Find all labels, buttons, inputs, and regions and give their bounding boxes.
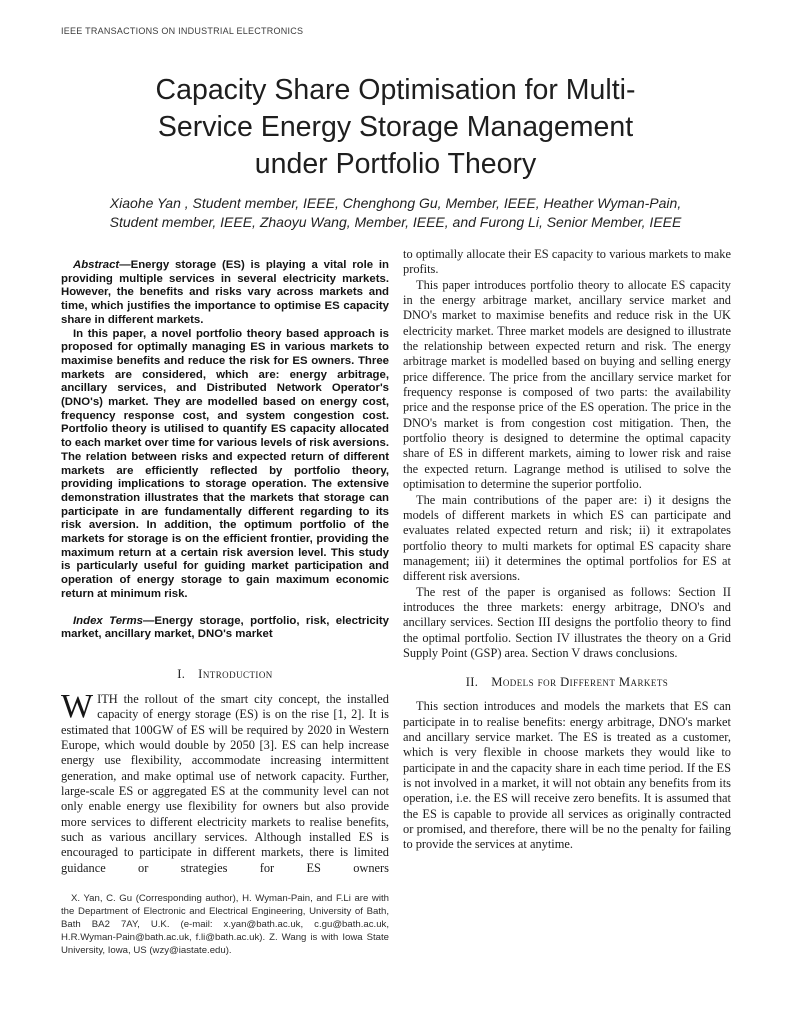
- title-line-2: Service Energy Storage Management: [157, 111, 634, 143]
- abstract-text-1: —Energy storage (ES) is playing a vital role in providing multiple services in several electricity markets. However, the benefits and risks vary across markets and time, which justifies the importance to optimise ES capacity share in different markets.: [61, 259, 389, 326]
- right-column: [403, 247, 731, 957]
- paper-structure-paragraph: The rest of the paper is organised as follows: Section II introduces the three markets: energy arbitrage, DNO's and ancillary services. Section III designs the portfolio theory to find the optimal portfolio. Section IV illustrates the theory on a Grid Supply Point (GSP) area. Section V draws conclusions.: [403, 584, 731, 660]
- running-header: IEEE TRANSACTIONS ON INDUSTRIAL ELECTRONICS: [61, 26, 304, 36]
- section-title-2: Models for Different Markets: [491, 675, 669, 690]
- title-line-3: under Portfolio Theory: [254, 148, 537, 180]
- section-number-1: I.: [177, 666, 186, 681]
- section-heading-models: [403, 675, 731, 690]
- left-column: [61, 247, 389, 957]
- abstract-paragraph-1: [61, 259, 389, 328]
- contributions-paragraph: The main contributions of the paper are: i) it designs the models of different markets in which ES can participate and evaluates related expected return and risk; ii) it extrapolates portfolio theory to multi markets for optimal ES capacity share management; iii) it determines the optimal portfolios for ES at different risk aversions.: [403, 492, 731, 584]
- continuation-paragraph: to optimally allocate their ES capacity to various markets to make profits.: [403, 247, 731, 277]
- index-terms: [61, 615, 389, 642]
- abstract-label: Abstract: [73, 259, 120, 271]
- paper-overview-paragraph: This paper introduces portfolio theory to allocate ES capacity in the energy arbitrage market, ancillary service market and DNO's market to maximise benefits and reduce risk in the UK electricity market. Three market models are designed to illustrate the relationship between expected return and risk. The energy arbitrage market is modelled based on buying and selling energy price difference. The price from the ancillary service market for frequency response is composed of two parts: the availability price and the response price of the ES operation. The price in the DNO's market is from congestion cost mitigation. Then, the portfolio theory is designed to determine the optimal capacity share of ES in different markets, aiming to lower risk and raise the expected return. Lagrange method is utilised to solve the optimisation to determine the superior portfolio.: [403, 277, 731, 492]
- two-column-layout: [61, 247, 731, 957]
- index-terms-label: Index Terms: [73, 614, 143, 627]
- abstract-paragraph-2: In this paper, a novel portfolio theory based approach is proposed for optimally managing ES in various markets to maximise benefits and reduce the risk for ES owners. Three markets are considered, which are: energy arbitrage, ancillary services, and Distributed Network Operator's (DNO's) market. They are modelled based on energy cost, frequency response cost, and system congestion cost. Portfolio theory is utilised to quantify ES capacity allocated to each market over time for various levels of risk aversions. The relation between risks and expected return of different markets are efficiently reflected by portfolio theory, providing implications to storage operation. The extensive demonstration illustrates that the markets that storage can participate in are fundamentally different regarding to its risk aversion. In addition, the optimum portfolio of the markets for storage is on the efficient frontier, providing the maximum return at a certain risk aversion level. This study is particularly useful for guiding market participation and operation of energy storage to gain maximum economic return at minimum risk.: [61, 327, 389, 600]
- section-number-2: II.: [465, 675, 479, 690]
- introduction-text: ITH the rollout of the smart city concept, the installed capacity of energy storage (ES) is on the rise [1, 2]. It is estimated that 100GW of ES will be required by 2020 in Western Europe, which would double by 2050 [3]. ES can help increase energy use flexibility, accommodate increasing intermittent generation, and make optimal use of network capacity. Further, large-scale ES or aggregated ES at the community level can not only enable energy use flexibility for owners but also provide more services to different electricity markets to realise benefits, such as various ancillary services. Although installed ES is encouraged to participate in different markets, there is limited guidance or strategies for ES owners: [61, 691, 389, 875]
- section-heading-introduction: [61, 667, 389, 682]
- author-block: [0, 194, 791, 231]
- models-section-paragraph: This section introduces and models the markets that ES can participate in to realise benefits: energy arbitrage, DNO's market and ancillary service market. The ES is treated as a customer, which is very flexible in choose markets they would like to participate in and the capacity share in each time period. If the ES is not involved in a market, it will not obtain any benefits from its operation, i.e. the ES will receive zero benefits. It is assumed that the ES is capable to provide all services as originally contracted or promised, and therefore, there will be no the penalty for failing to provide the services at anytime.: [403, 699, 731, 852]
- author-affiliation-footnote: X. Yan, C. Gu (Corresponding author), H. Wyman-Pain, and F.Li are with the Department of Electronic and Electrical Engineering, University of Bath, Bath BA2 7AY, U.K. (e-mail: x.yan@bath.ac.uk, c.gu@bath.ac.uk, H.R.Wyman-Pain@bath.ac.uk, f.li@bath.ac.uk). Z. Wang is with Iowa State University, Iowa, US (wzy@iastate.edu).: [61, 893, 389, 957]
- section-title-1: Introduction: [198, 666, 273, 681]
- title-line-1: Capacity Share Optimisation for Multi-: [155, 74, 636, 106]
- introduction-paragraph: [61, 687, 389, 876]
- index-terms-text: —Energy storage, portfolio, risk, electricity market, ancillary market, DNO's market: [61, 614, 389, 641]
- author-line-1: Xiaohe Yan , Student member, IEEE, Chenghong Gu, Member, IEEE, Heather Wyman-Pain,: [109, 195, 682, 211]
- drop-cap: W: [61, 687, 94, 725]
- author-line-2: Student member, IEEE, Zhaoyu Wang, Member, IEEE, and Furong Li, Senior Member, IEEE: [109, 213, 682, 230]
